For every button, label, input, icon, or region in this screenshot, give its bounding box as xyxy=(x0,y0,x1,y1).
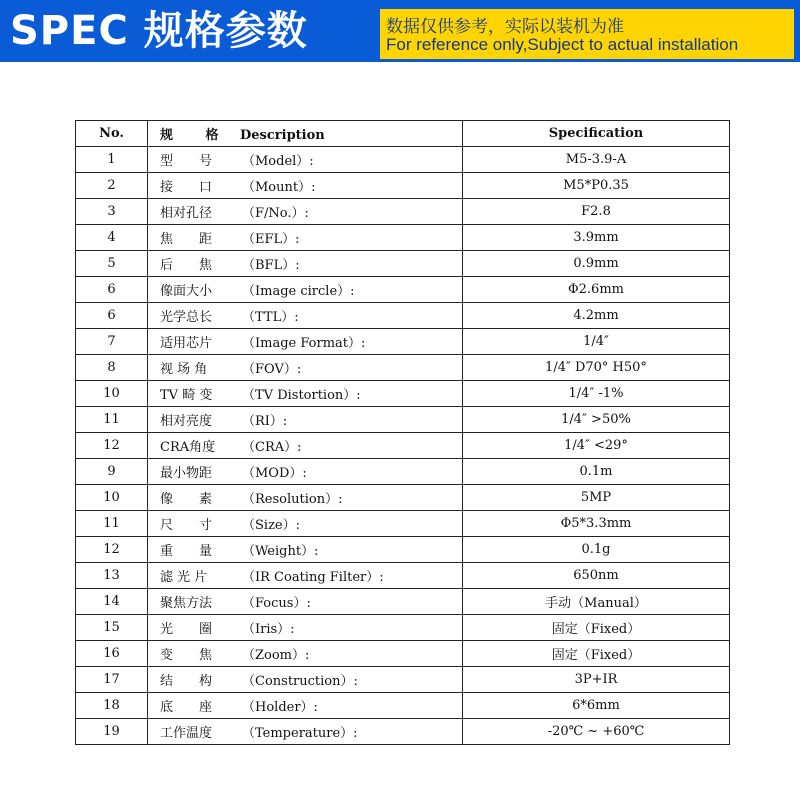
disclaimer-en: For reference only,Subject to actual installation xyxy=(386,35,739,54)
table-row xyxy=(76,563,730,589)
row-description xyxy=(148,199,463,225)
row-description xyxy=(148,251,463,277)
row-description-cn: 光 圈 xyxy=(160,622,213,637)
row-description-en: （Zoom）: xyxy=(242,648,310,663)
table-row xyxy=(76,615,730,641)
row-description-en: （Size）: xyxy=(242,518,300,533)
row-description-en: （FOV）: xyxy=(242,362,302,377)
row-description xyxy=(148,667,463,693)
row-description-en: （TTL）: xyxy=(242,310,299,325)
row-description-en: （CRA）: xyxy=(242,440,302,455)
row-description-en: （Temperature）: xyxy=(242,726,358,741)
row-number: 8 xyxy=(76,355,148,381)
header-description xyxy=(148,121,463,147)
table-row xyxy=(76,251,730,277)
row-number: 14 xyxy=(76,589,148,615)
row-number: 3 xyxy=(76,199,148,225)
table-row xyxy=(76,277,730,303)
row-description-cn: 重 量 xyxy=(160,544,213,559)
row-description xyxy=(148,615,463,641)
row-number: 2 xyxy=(76,173,148,199)
row-description xyxy=(148,563,463,589)
table-row xyxy=(76,485,730,511)
header-banner xyxy=(0,0,800,62)
row-number: 17 xyxy=(76,667,148,693)
row-description xyxy=(148,589,463,615)
row-specification: M5*P0.35 xyxy=(463,173,730,199)
row-specification: 6*6mm xyxy=(463,693,730,719)
row-description-cn: 后 焦 xyxy=(160,258,213,273)
row-description-cn: 光学总长 xyxy=(160,310,213,325)
row-number: 7 xyxy=(76,329,148,355)
table-row xyxy=(76,641,730,667)
row-description-en: （Iris）: xyxy=(242,622,295,637)
row-description-en: （Weight）: xyxy=(242,544,319,559)
row-description xyxy=(148,381,463,407)
row-description-cn: 焦 距 xyxy=(160,232,213,247)
row-description xyxy=(148,407,463,433)
table-row xyxy=(76,355,730,381)
disclaimer-cn: 数据仅供参考，实际以装机为准 xyxy=(386,17,624,37)
row-description-en: （Construction）: xyxy=(242,674,358,689)
row-description-cn: 结 构 xyxy=(160,674,213,689)
table-row xyxy=(76,199,730,225)
table-row xyxy=(76,381,730,407)
row-number: 6 xyxy=(76,277,148,303)
page-title: SPEC 规格参数 xyxy=(10,8,308,54)
row-description-en: （Resolution）: xyxy=(242,492,343,507)
row-number: 12 xyxy=(76,433,148,459)
row-description-en: （EFL）: xyxy=(242,232,300,247)
table-row xyxy=(76,329,730,355)
disclaimer-box xyxy=(380,9,794,59)
table-header-row xyxy=(76,121,730,147)
row-specification: 5MP xyxy=(463,485,730,511)
table-row xyxy=(76,303,730,329)
row-description-cn: 尺 寸 xyxy=(160,518,213,533)
row-specification: 固定（Fixed） xyxy=(463,615,730,641)
table-row xyxy=(76,147,730,173)
row-description-en: （Image Format）: xyxy=(242,336,366,351)
row-description-cn: 底 座 xyxy=(160,700,213,715)
row-description-cn: 接 口 xyxy=(160,180,213,195)
row-description-cn: 适用芯片 xyxy=(160,336,213,351)
row-number: 11 xyxy=(76,407,148,433)
row-specification: 3P+IR xyxy=(463,667,730,693)
row-description-en: （F/No.）: xyxy=(242,206,309,221)
row-description-cn: 型 号 xyxy=(160,154,213,169)
row-specification: M5-3.9-A xyxy=(463,147,730,173)
row-description-cn: 工作温度 xyxy=(160,726,213,741)
row-description xyxy=(148,225,463,251)
row-description-cn: 像 素 xyxy=(160,492,213,507)
row-description xyxy=(148,459,463,485)
spec-table xyxy=(75,120,730,745)
row-number: 15 xyxy=(76,615,148,641)
table-row xyxy=(76,589,730,615)
row-description xyxy=(148,303,463,329)
row-description-cn: 像面大小 xyxy=(160,284,213,299)
row-specification: 0.9mm xyxy=(463,251,730,277)
table-row xyxy=(76,719,730,745)
table-row xyxy=(76,225,730,251)
table-row xyxy=(76,173,730,199)
row-description xyxy=(148,641,463,667)
row-description-cn: 相对亮度 xyxy=(160,414,213,429)
row-description-en: （Image circle）: xyxy=(242,284,355,299)
row-number: 19 xyxy=(76,719,148,745)
row-description xyxy=(148,329,463,355)
row-description-en: （BFL）: xyxy=(242,258,300,273)
row-number: 18 xyxy=(76,693,148,719)
row-description-cn: CRA角度 xyxy=(160,440,216,455)
table-row xyxy=(76,407,730,433)
row-description xyxy=(148,433,463,459)
row-specification: 4.2mm xyxy=(463,303,730,329)
row-number: 10 xyxy=(76,485,148,511)
row-number: 9 xyxy=(76,459,148,485)
row-description-cn: 最小物距 xyxy=(160,466,213,481)
row-description-en: （MOD）: xyxy=(242,466,307,481)
row-description xyxy=(148,719,463,745)
row-specification: 1/4″ <29° xyxy=(463,433,730,459)
row-description-en: （Model）: xyxy=(242,154,314,169)
header-no: No. xyxy=(76,121,148,147)
row-number: 10 xyxy=(76,381,148,407)
row-description xyxy=(148,537,463,563)
header-desc-en: Description xyxy=(240,128,325,143)
row-specification: -20℃ ~ +60℃ xyxy=(463,719,730,745)
row-specification: 1/4″ >50% xyxy=(463,407,730,433)
row-description xyxy=(148,485,463,511)
row-specification: 1/4″ -1% xyxy=(463,381,730,407)
row-specification: 3.9mm xyxy=(463,225,730,251)
row-specification: 1/4″ D70° H50° xyxy=(463,355,730,381)
row-description-en: （TV Distortion）: xyxy=(242,388,361,403)
row-description-en: （RI）: xyxy=(242,414,288,429)
row-description-cn: TV 畸 变 xyxy=(160,388,213,403)
table-row xyxy=(76,511,730,537)
row-description-cn: 聚焦方法 xyxy=(160,596,213,611)
row-specification: 固定（Fixed） xyxy=(463,641,730,667)
row-number: 13 xyxy=(76,563,148,589)
row-number: 16 xyxy=(76,641,148,667)
row-description xyxy=(148,693,463,719)
header-desc-cn: 规 格 xyxy=(160,128,233,143)
row-description xyxy=(148,355,463,381)
row-description-en: （Mount）: xyxy=(242,180,316,195)
row-specification: Φ5*3.3mm xyxy=(463,511,730,537)
row-description xyxy=(148,173,463,199)
row-description-en: （Focus）: xyxy=(242,596,311,611)
row-specification: 0.1m xyxy=(463,459,730,485)
row-description xyxy=(148,511,463,537)
table-row xyxy=(76,693,730,719)
row-specification: 650nm xyxy=(463,563,730,589)
row-specification: 手动（Manual） xyxy=(463,589,730,615)
row-description xyxy=(148,147,463,173)
row-specification: 0.1g xyxy=(463,537,730,563)
row-specification: Φ2.6mm xyxy=(463,277,730,303)
row-number: 12 xyxy=(76,537,148,563)
row-description-en: （Holder）: xyxy=(242,700,318,715)
row-number: 6 xyxy=(76,303,148,329)
header-specification: Specification xyxy=(463,121,730,147)
row-specification: F2.8 xyxy=(463,199,730,225)
row-number: 1 xyxy=(76,147,148,173)
row-description-cn: 滤 光 片 xyxy=(160,570,208,585)
row-specification: 1/4″ xyxy=(463,329,730,355)
row-description-cn: 视 场 角 xyxy=(160,362,208,377)
row-number: 4 xyxy=(76,225,148,251)
table-row xyxy=(76,667,730,693)
table-row xyxy=(76,537,730,563)
table-row xyxy=(76,433,730,459)
table-row xyxy=(76,459,730,485)
row-description-cn: 相对孔径 xyxy=(160,206,213,221)
row-description xyxy=(148,277,463,303)
row-description-en: （IR Coating Filter）: xyxy=(242,570,384,585)
row-number: 11 xyxy=(76,511,148,537)
row-number: 5 xyxy=(76,251,148,277)
row-description-cn: 变 焦 xyxy=(160,648,213,663)
